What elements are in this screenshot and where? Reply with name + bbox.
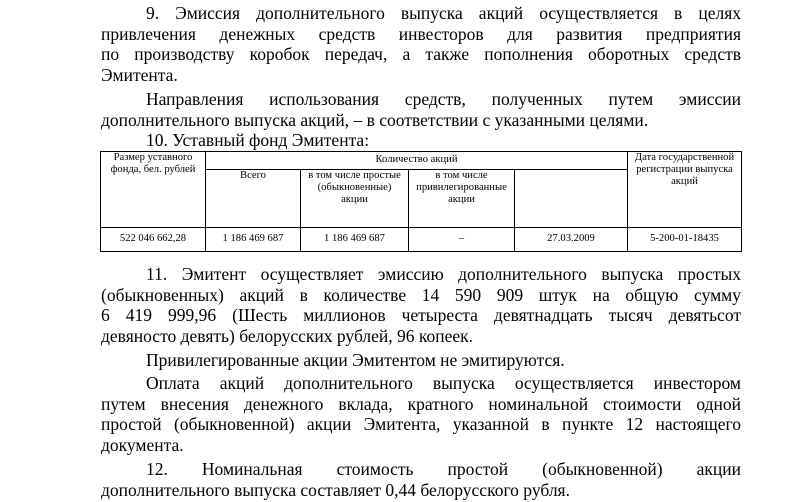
- directions-line-2: дополнительного выпуска акций, – в соответствии с указанными целями.: [101, 109, 649, 130]
- section-11: [101, 264, 741, 346]
- payment-line-4: документа.: [101, 434, 184, 455]
- preferred-note-text: Привилегированные акции Эмитентом не эмитируются.: [146, 350, 565, 370]
- cell-capital: 522 046 662,28: [101, 228, 206, 252]
- section-9-line-3: по производству коробок передач, а также пополнения оборотных средств: [101, 44, 741, 65]
- header-total: Всего: [206, 170, 301, 228]
- section-9: [101, 3, 741, 85]
- section-11-line-1: 11. Эмитент осуществляет эмиссию дополнительного выпуска простых: [146, 264, 741, 284]
- section-12: [101, 459, 741, 500]
- section-10-title: 10. Уставный фонд Эмитента:: [146, 130, 370, 150]
- directions-line-1: Направления использования средств, полученных путем эмиссии: [146, 89, 741, 109]
- header-preferred: в том числе привилегированные акции: [409, 170, 515, 228]
- section-11-line-4: девяносто девять) белорусских рублей, 96 копеек.: [101, 325, 474, 346]
- payment-paragraph: [101, 373, 741, 455]
- header-ordinary: в том числе простые (обыкновенные) акции: [301, 170, 409, 228]
- section-11-line-3: 6 419 999,96 (Шесть миллионов четыреста девятнадцать тысяч девятьсот: [101, 305, 741, 326]
- header-quantity: Количество акций: [206, 152, 628, 170]
- cell-registration-number: 5-200-01-18435: [628, 228, 742, 252]
- charter-fund-table: [100, 151, 742, 252]
- cell-preferred: –: [409, 228, 515, 252]
- payment-line-3: простой (обыкновенной) акции Эмитента, указанной в пункте 12 настоящего: [101, 414, 741, 435]
- payment-line-1: Оплата акций дополнительного выпуска осуществляется инвестором: [146, 373, 741, 393]
- cell-registration-date: 27.03.2009: [515, 228, 628, 252]
- directions-paragraph: [101, 89, 741, 130]
- preferred-note: [101, 350, 741, 371]
- section-12-line-2: дополнительного выпуска составляет 0,44 белорусского рубля.: [101, 479, 570, 500]
- table-row: [101, 228, 742, 252]
- payment-line-2: путем внесения денежного вклада, кратного номинальной стоимости одной: [101, 393, 741, 414]
- cell-ordinary: 1 186 469 687: [301, 228, 409, 252]
- section-9-line-4: Эмитента.: [101, 64, 178, 85]
- section-11-line-2: (обыкновенных) акций в количестве 14 590 909 штук на общую сумму: [101, 284, 741, 305]
- section-9-line-1: 9. Эмиссия дополнительного выпуска акций осуществляется в целях: [146, 3, 741, 23]
- section-10-heading: [101, 130, 741, 151]
- cell-total: 1 186 469 687: [206, 228, 301, 252]
- header-capital: Размер уставного фонда, бел. рублей: [101, 152, 206, 228]
- header-registration-date: Дата государственной регистрации выпуска акций: [628, 152, 742, 228]
- section-9-line-2: привлечения денежных средств инвесторов для развития предприятия: [101, 23, 741, 44]
- section-12-line-1: 12. Номинальная стоимость простой (обыкновенной) акции: [146, 459, 741, 479]
